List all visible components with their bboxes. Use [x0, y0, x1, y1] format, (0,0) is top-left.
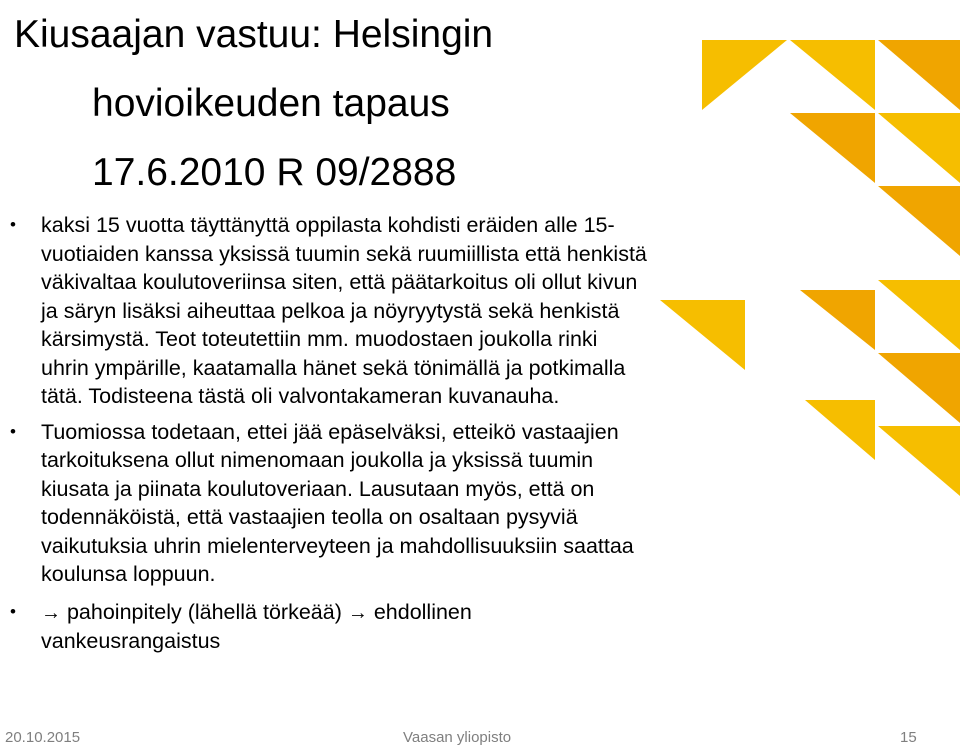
bullet-line: tätä. Todisteena tästä oli valvontakameran kuvanauha.	[41, 384, 560, 408]
triangle-shape	[800, 290, 875, 350]
triangle-shape	[878, 426, 960, 496]
bullet-line	[41, 598, 790, 628]
arrow-right-icon: →	[41, 601, 61, 624]
verdict-outcome: ehdollinen	[367, 599, 472, 624]
triangle-shape	[702, 40, 787, 110]
title-line-3: 17.6.2010 R 09/2888	[92, 151, 457, 194]
title-line-2: hovioikeuden tapaus	[92, 82, 450, 125]
triangle-shape	[790, 113, 875, 183]
slide-title	[14, 0, 694, 207]
triangle-shape	[878, 186, 960, 256]
bullet-line: vankeusrangaistus	[41, 629, 221, 653]
bullet-item-case-facts	[0, 211, 790, 411]
bullet-line: kiusata ja piinata koulutoveriaan. Lausutaan myös, että on	[41, 476, 595, 501]
bullet-item-verdict	[0, 598, 790, 656]
footer-date: 20.10.2015	[5, 729, 81, 746]
title-line-1: Kiusaajan vastuu: Helsingin	[14, 13, 494, 56]
arrow-right-icon: →	[347, 601, 368, 624]
bullet-list	[0, 211, 790, 656]
bullet-dot-icon: •	[10, 215, 16, 234]
bullet-line: uhrin ympärille, kaatamalla hänet sekä tönimällä ja potkimalla	[41, 355, 626, 380]
bullet-line: vuotiaiden kanssa yksissä tuumin sekä ruumiillista että henkistä	[41, 241, 647, 266]
verdict-text: pahoinpitely (lähellä törkeää)	[61, 599, 348, 624]
triangle-shape	[878, 40, 960, 110]
bullet-line: ja säryn lisäksi aiheuttaa pelkoa ja nöyryytystä sekä henkistä	[41, 298, 620, 323]
footer-organization: Vaasan yliopisto	[403, 729, 512, 746]
bullet-line: vaikutuksia uhrin mielenterveyteen ja mahdollisuuksiin saattaa	[41, 533, 634, 558]
bullet-item-judgment	[0, 418, 790, 589]
footer-page-number: 15	[900, 729, 917, 746]
bullet-line: väkivaltaa koulutoveriinsa siten, että päätarkoitus oli ollut kivun	[41, 270, 638, 294]
bullet-dot-icon: •	[10, 601, 16, 621]
triangle-shape	[878, 280, 960, 350]
triangle-shape	[805, 400, 875, 460]
bullet-line: Tuomiossa todetaan, ettei jää epäselväksi, etteikö vastaajien	[41, 419, 619, 444]
bullet-line: kaksi 15 vuotta täyttänyttä oppilasta kohdisti eräiden alle 15-	[41, 213, 615, 237]
bullet-line: kärsimystä. Teot toteutettiin mm. muodostaen joukolla rinki	[41, 327, 598, 351]
triangle-shape	[878, 113, 960, 183]
bullet-line: todennäköistä, että vastaajien teolla on osaltaan pysyviä	[41, 505, 578, 529]
triangle-shape	[878, 353, 960, 423]
bullet-line: koulunsa loppuun.	[41, 562, 216, 586]
bullet-dot-icon: •	[10, 421, 16, 441]
triangle-shape	[790, 40, 875, 110]
bullet-line: tarkoituksena ollut nimenomaan joukolla ja yksissä tuumin	[41, 448, 594, 472]
